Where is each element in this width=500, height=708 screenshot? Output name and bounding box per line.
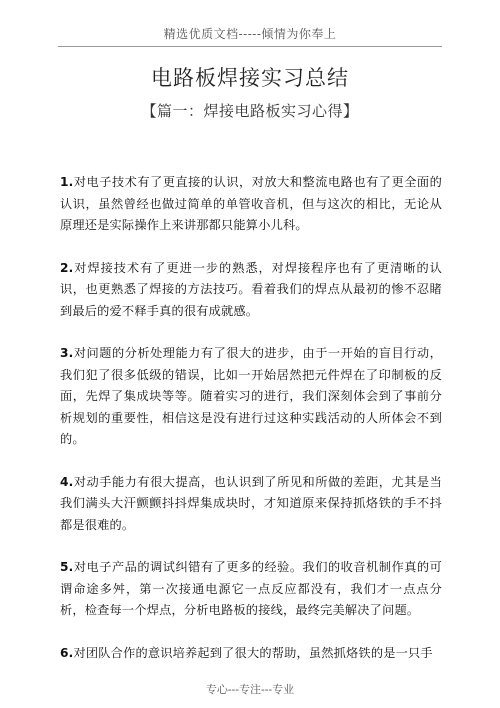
paragraph-text: 对电子产品的调试纠错有了更多的经验。我们的收音机制作真的可谓命途多舛，第一次接通电源它一点反应都没有，我们才一点点分析，检查每一个焊点，分析电路板的接线，最终完美解决了问题。 — [60, 560, 442, 617]
header-divider — [58, 46, 442, 47]
paragraph-3 — [60, 343, 442, 451]
paragraph-number: 4. — [60, 474, 74, 489]
paragraph-text: 对动手能力有很大提高，也认识到了所见和所做的差距，尤其是当我们满头大汗颤颤抖抖焊集成块时，才知道原来保持抓烙铁的手不抖都是很难的。 — [60, 474, 442, 532]
paragraph-1 — [60, 172, 442, 237]
paragraph-text: 对焊接技术有了更进一步的熟悉，对焊接程序也有了更清晰的认识，也更熟悉了焊接的方法技巧。看着我们的焊点从最初的惨不忍睹到最后的爱不释手真的很有成就感。 — [60, 260, 442, 318]
paragraph-text: 对电子技术有了更直接的认识，对放大和整流电路也有了更全面的认识，虽然曾经也做过简单的单管收音机，但与这次的相比，无论从原理还是实际操作上来讲那都只能算小儿科。 — [60, 175, 442, 232]
paragraph-number: 5. — [60, 560, 74, 574]
paragraph-text: 对团队合作的意识培养起到了很大的帮助，虽然抓烙铁的是一只手 — [73, 645, 433, 660]
document-body — [60, 172, 442, 685]
page-header: 精选优质文档-----倾情为你奉上 — [163, 27, 337, 41]
paragraph-number: 3. — [60, 346, 74, 360]
paragraph-number: 1. — [60, 175, 74, 189]
paragraph-text: 对问题的分析处理能力有了很大的进步，由于一开始的盲目行动，我们犯了很多低级的错误，比如一开始居然把元件焊在了印制板的反面，先焊了集成块等等。随着实习的进行，我们深刻体会到了事前分析规划的重要性，相信这是没有进行过这种实践活动的人所体会不到的。 — [60, 346, 442, 446]
paragraph-2 — [60, 258, 442, 323]
section-heading: 【篇一：焊接电路板实习心得】 — [141, 102, 359, 120]
page-footer: 专心---专注---专业 — [205, 683, 295, 696]
document-title: 电路板焊接实习总结 — [151, 66, 349, 90]
paragraph-number: 2. — [60, 260, 74, 275]
paragraph-6 — [60, 643, 442, 664]
paragraph-number: 6. — [60, 645, 74, 660]
paragraph-4 — [60, 472, 442, 537]
paragraph-5 — [60, 557, 442, 622]
